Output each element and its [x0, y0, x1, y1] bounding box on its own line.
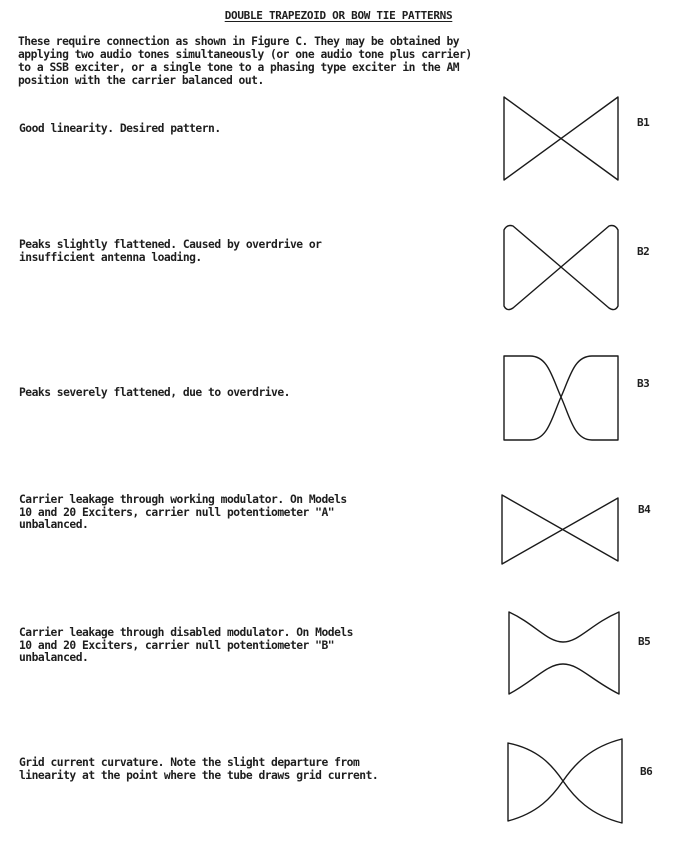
- intro-line: These require connection as shown in Figure C. They may be obtained by: [18, 35, 460, 48]
- description-line: Peaks severely flattened, due to overdrive.: [19, 386, 290, 399]
- pattern-b1-label: B1: [637, 116, 650, 129]
- description-line: Good linearity. Desired pattern.: [19, 122, 221, 135]
- intro-line: applying two audio tones simultaneously (or one audio tone plus carrier): [18, 48, 472, 61]
- description-line: insufficient antenna loading.: [19, 250, 202, 264]
- pattern-b4-label: B4: [638, 503, 651, 516]
- pattern-b2-figure: [500, 222, 622, 314]
- description-line: linearity at the point where the tube draws grid current.: [19, 768, 379, 782]
- pattern-b3-description: [19, 387, 489, 400]
- pattern-b6-description: [19, 757, 489, 782]
- pattern-b3-figure: [500, 352, 622, 444]
- description-line: Carrier leakage through working modulator. On Models: [19, 493, 347, 506]
- description-line: Peaks slightly flattened. Caused by overdrive or: [19, 238, 322, 251]
- pattern-b1-figure: [500, 94, 622, 184]
- pattern-b1-outline: [504, 97, 618, 180]
- pattern-b5-description: [19, 627, 489, 665]
- description-line: 10 and 20 Exciters, carrier null potentiometer "B": [19, 638, 335, 652]
- pattern-b2-outline: [504, 226, 618, 310]
- intro-line: position with the carrier balanced out.: [18, 74, 264, 87]
- pattern-b3-label: B3: [637, 377, 650, 390]
- description-line: Grid current curvature. Note the slight departure from: [19, 756, 360, 769]
- pattern-b2-label: B2: [637, 245, 650, 258]
- description-line: Carrier leakage through disabled modulator. On Models: [19, 626, 353, 639]
- page-title: DOUBLE TRAPEZOID OR BOW TIE PATTERNS: [224, 9, 453, 22]
- pattern-b5-figure: [505, 608, 623, 698]
- pattern-b5-label: B5: [638, 635, 651, 648]
- intro-paragraph: [18, 35, 578, 87]
- pattern-b4-outline: [502, 495, 618, 564]
- pattern-b6-outline: [508, 739, 622, 823]
- pattern-b3-outline: [504, 356, 618, 440]
- pattern-b1-description: [19, 123, 489, 136]
- description-line: unbalanced.: [19, 651, 89, 664]
- pattern-b4-figure: [498, 491, 622, 569]
- pattern-b2-description: [19, 239, 489, 264]
- description-line: unbalanced.: [19, 518, 89, 531]
- pattern-b5-outline: [509, 612, 619, 694]
- pattern-b6-label: B6: [640, 765, 653, 778]
- intro-line: to a SSB exciter, or a single tone to a phasing type exciter in the AM: [18, 61, 460, 74]
- pattern-b6-figure: [504, 735, 626, 829]
- pattern-b4-description: [19, 494, 489, 532]
- description-line: 10 and 20 Exciters, carrier null potentiometer "A": [19, 505, 335, 519]
